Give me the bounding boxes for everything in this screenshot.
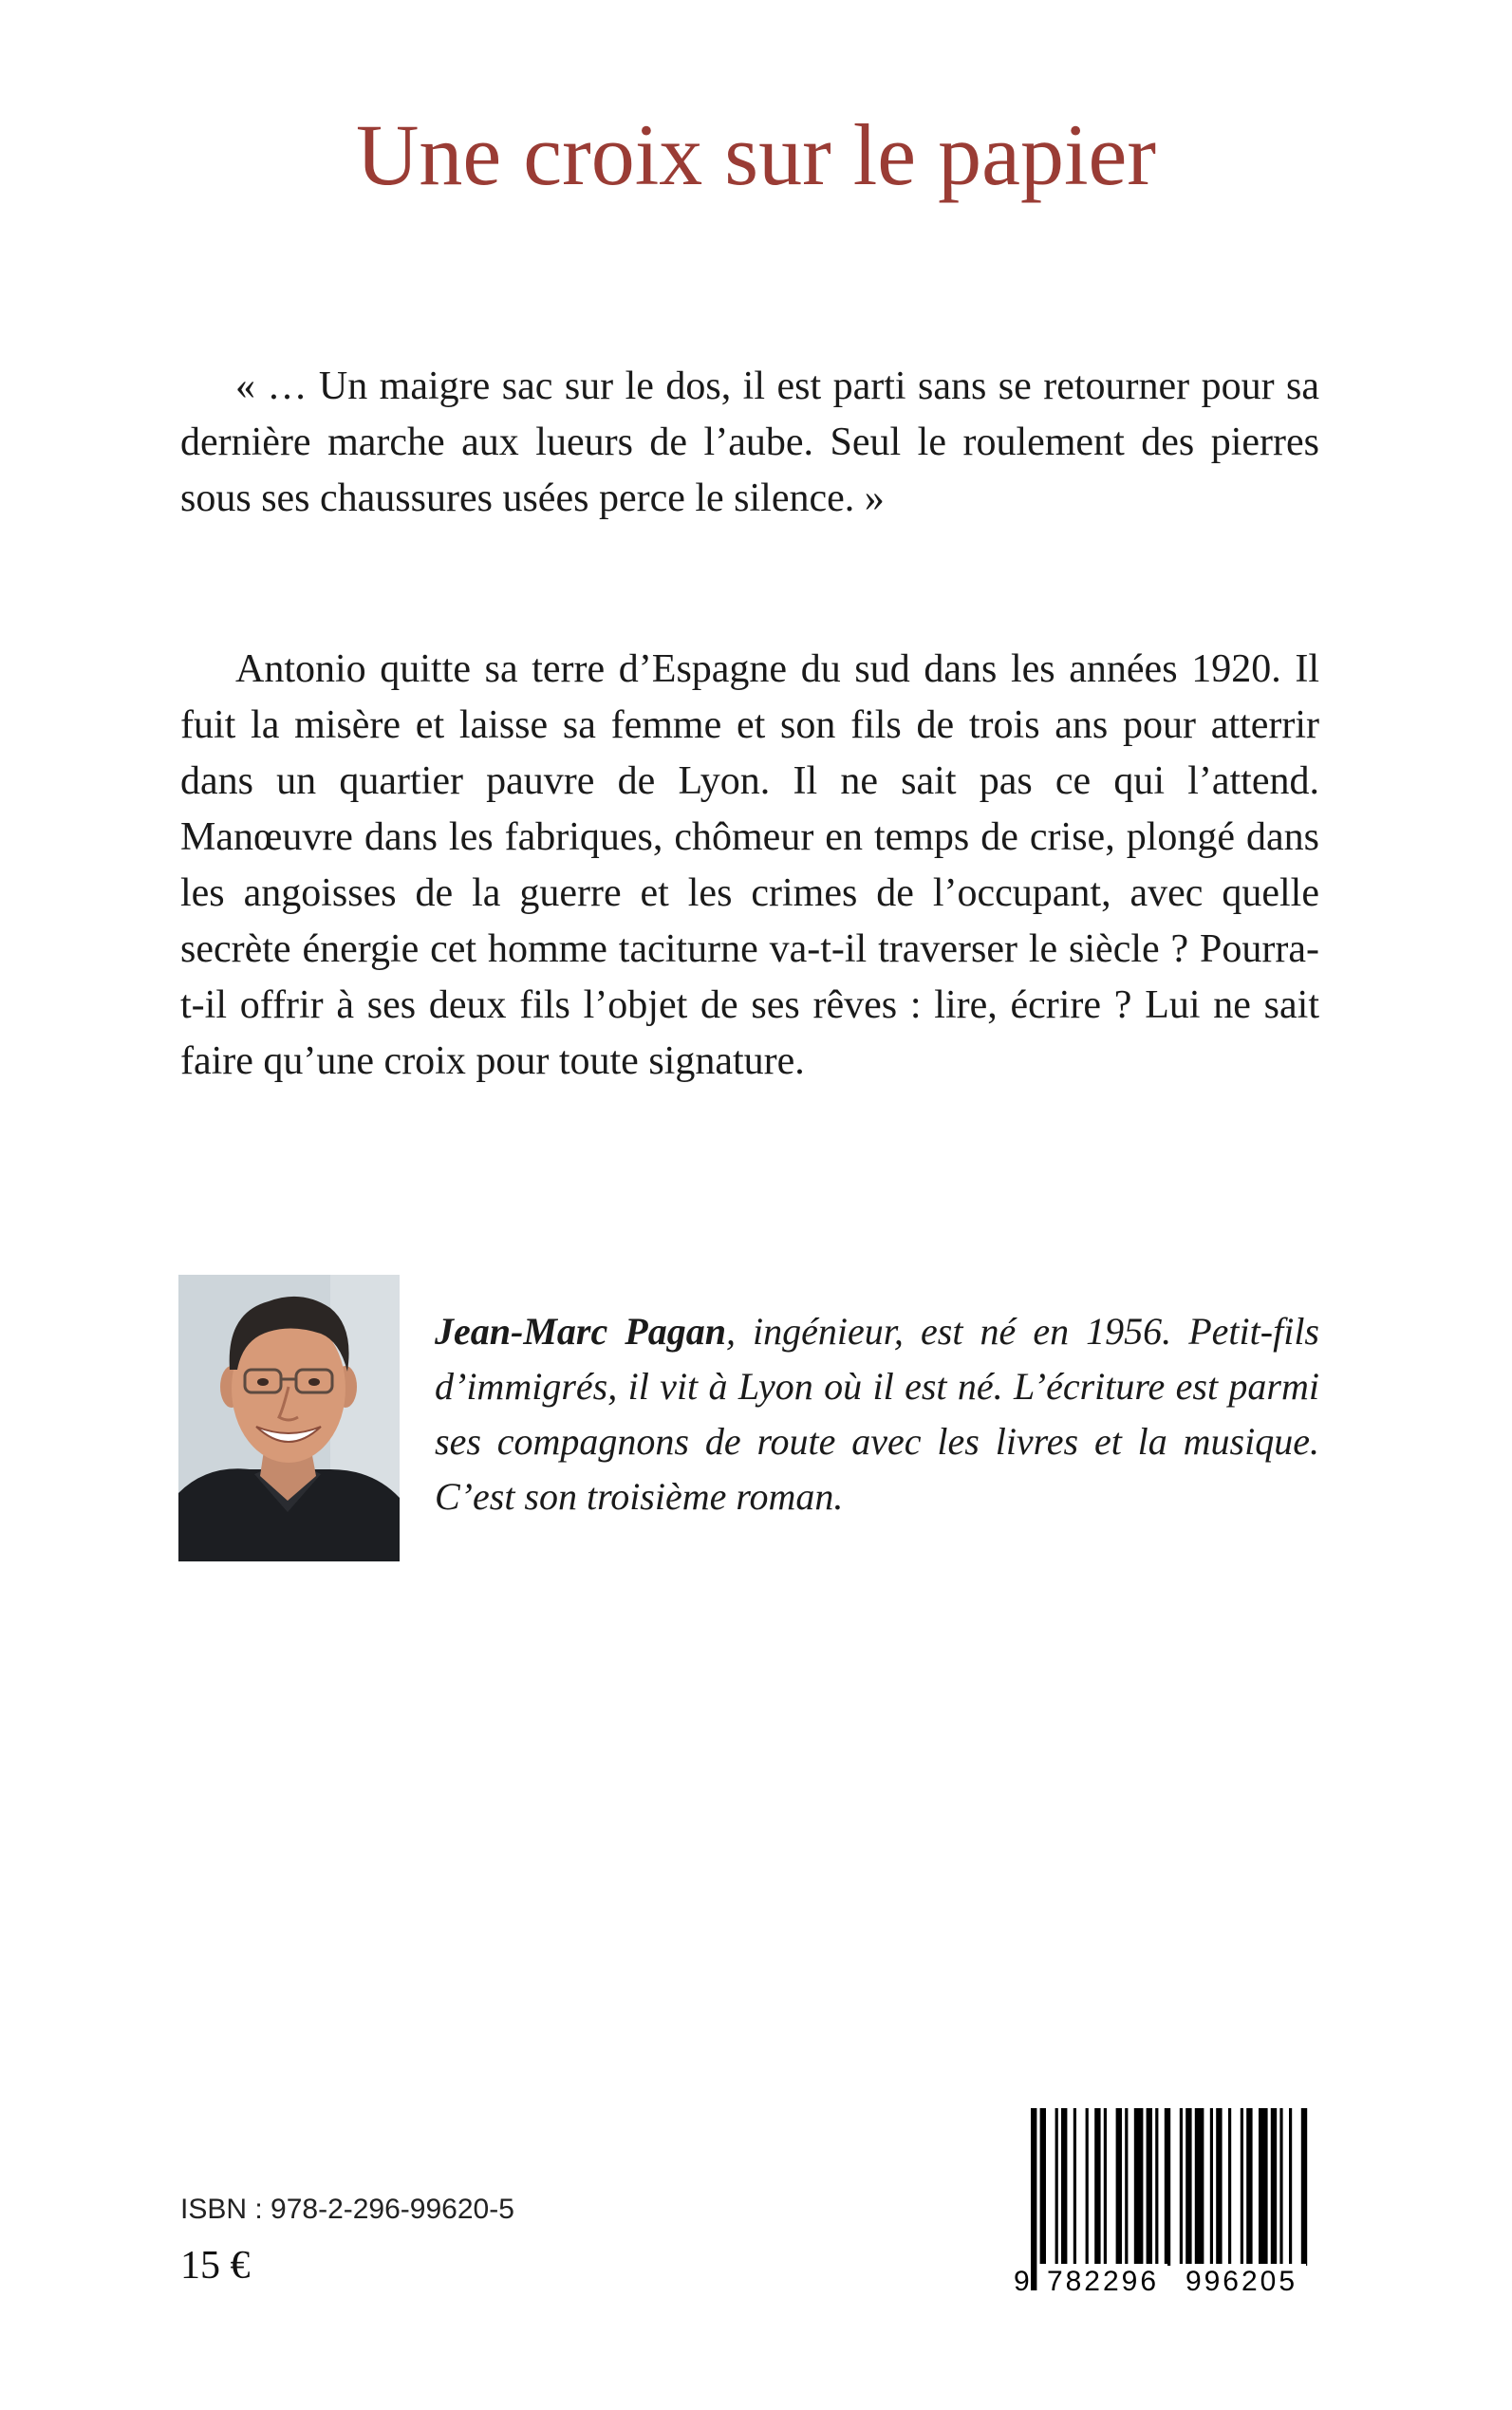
- barcode-left-digits: 782296: [1038, 2264, 1167, 2300]
- barcode-bar: [1289, 2108, 1292, 2266]
- barcode-digits: [1014, 2264, 1317, 2300]
- barcode-bar: [1180, 2108, 1183, 2266]
- barcode-bar: [1271, 2108, 1277, 2266]
- barcode-bar: [1134, 2108, 1144, 2266]
- isbn-label: ISBN : 978-2-296-99620-5: [180, 2194, 514, 2225]
- barcode-first-digit: 9: [1014, 2266, 1030, 2297]
- barcode-bar: [1301, 2108, 1307, 2266]
- barcode-bar: [1086, 2108, 1089, 2266]
- barcode-bar: [1216, 2108, 1222, 2266]
- synopsis-paragraph: Antonio quitte sa terre d’Espagne du sud dans les années 1920. Il fuit la misère et laisse sa femme et son fils de trois ans pour atterrir dans un quartier pauvre de Lyon. Il ne sait pas ce qui l’attend. Manœuvre dans les fabriques, chômeur en temps de crise, plongé dans les angoisses de la guerre et les crimes de l’occupant, avec quelle secrète énergie cet homme taciturne va-t-il traverser le siècle ? Pourra-t-il offrir à ses deux fils l’objet de ses rêves : lire, écrire ? Lui ne sait faire qu’une croix pour toute signature.: [180, 647, 1319, 1083]
- author-name: Jean-Marc Pagan: [435, 1310, 726, 1353]
- barcode-bar: [1055, 2108, 1058, 2266]
- author-bio: [435, 1304, 1319, 1524]
- price-label: 15 €: [180, 2244, 251, 2288]
- barcode-bar: [1125, 2108, 1128, 2266]
- barcode-right-digits: 996205: [1177, 2264, 1306, 2300]
- barcode-bar: [1073, 2108, 1076, 2266]
- book-title: Une croix sur le papier: [355, 106, 1156, 203]
- barcode-bar: [1094, 2108, 1100, 2266]
- author-photo: [178, 1275, 400, 1561]
- barcode-bar: [1061, 2108, 1067, 2266]
- barcode-bar: [1165, 2108, 1170, 2266]
- barcode-bar: [1104, 2108, 1107, 2266]
- barcode: [1014, 2104, 1317, 2299]
- barcode-bar: [1155, 2108, 1158, 2266]
- barcode-bar: [1185, 2108, 1191, 2266]
- barcode-bar: [1195, 2108, 1204, 2266]
- barcode-bar: [1210, 2108, 1213, 2266]
- barcode-bar: [1246, 2108, 1252, 2266]
- excerpt-quote: « … Un maigre sac sur le dos, il est parti sans se retourner pour sa dernière marche aux lueurs de l’aube. Seul le roulement des pierres sous ses chaussures usées perce le silence. »: [180, 364, 1319, 520]
- barcode-bar: [1279, 2108, 1282, 2266]
- barcode-bar: [1259, 2108, 1268, 2266]
- barcode-bar: [1147, 2108, 1152, 2266]
- barcode-bar: [1116, 2108, 1122, 2266]
- author-bio-text: , ingénieur, est né en 1956. Petit-fils d’immigrés, il vit à Lyon où il est né. L’écriture est parmi ses compagnons de route avec les livres et la musique. C’est son troisième roman.: [435, 1310, 1319, 1518]
